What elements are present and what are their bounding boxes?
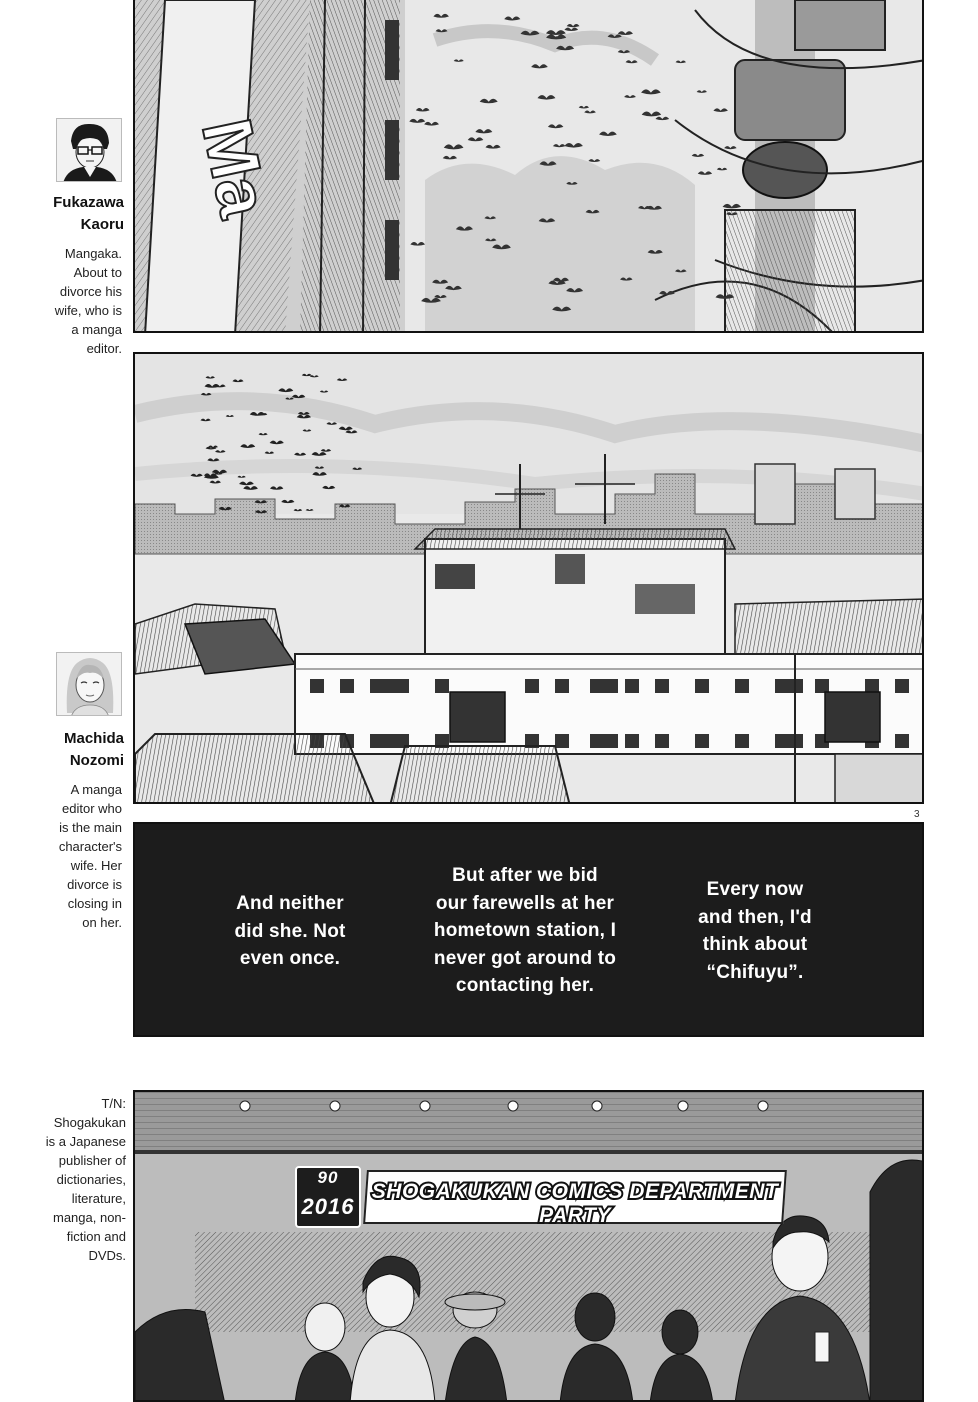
man-with-glasses-portrait-icon (57, 119, 122, 182)
window-shape (775, 679, 803, 693)
note-line: dictionaries, (56, 1172, 126, 1187)
narration-line: and then, I'd (698, 906, 812, 928)
window-shape (655, 679, 669, 693)
narration-box-left (215, 890, 365, 973)
character-name-line: Kaoru (80, 216, 124, 233)
character-name (20, 192, 124, 236)
narration-line: Every now (706, 879, 804, 900)
narration-line: But after we bid (452, 865, 598, 886)
window-shape (555, 679, 569, 693)
character-name (20, 728, 124, 772)
fukazawa-portrait (56, 118, 122, 182)
character-description (18, 780, 122, 932)
description-line: on her. (82, 915, 122, 930)
note-line: DVDs. (88, 1248, 126, 1263)
narration-line: did she. Not (234, 920, 346, 942)
window-shape (815, 679, 829, 693)
description-line: About to (73, 265, 122, 280)
note-line: T/N: (101, 1096, 126, 1111)
narration-line: contacting her. (455, 975, 595, 996)
panel-narration (133, 822, 924, 1037)
window-shape (590, 734, 618, 748)
banner-year: 2016 (301, 1194, 355, 1219)
description-line: divorce is (67, 877, 122, 892)
window-shape (340, 679, 354, 693)
note-line: publisher of (58, 1153, 126, 1168)
narration-line: never got around to (433, 947, 617, 969)
narration-box-center (415, 862, 635, 1000)
window-shape (395, 679, 409, 693)
window-shape (555, 734, 569, 748)
note-line: literature, (71, 1191, 126, 1206)
window-shape (695, 734, 709, 748)
window-shape (370, 679, 398, 693)
window-shape (735, 679, 749, 693)
panel-cityscape-art (135, 354, 924, 804)
woman-portrait-icon (57, 653, 122, 716)
window-shape (370, 734, 398, 748)
narration-line: our farewells at her (435, 892, 615, 914)
description-line: divorce his (59, 284, 122, 299)
narration-line: And neither (236, 893, 344, 914)
description-line: wife. Her (70, 858, 122, 873)
panel-sky-birds (133, 0, 924, 333)
window-shape (775, 734, 803, 748)
window-shape (895, 734, 909, 748)
description-line: character's (58, 839, 122, 854)
note-line: Shogakukan (53, 1115, 126, 1130)
svg-text:Ma: Ma (187, 112, 284, 224)
window-shape (310, 679, 324, 693)
banner-badge-number: 90 (317, 1168, 339, 1187)
panel-sky-birds-art (135, 0, 924, 333)
note-line: is a Japanese (45, 1134, 126, 1149)
description-line: Mangaka. (64, 246, 122, 261)
narration-line: “Chifuyu”. (706, 961, 804, 983)
window-shape (435, 679, 449, 693)
description-line: is the main (59, 820, 122, 835)
window-shape (865, 679, 879, 693)
window-shape (735, 734, 749, 748)
page-number: 3 (914, 809, 920, 820)
character-name-line: Machida (63, 730, 124, 747)
narration-line: hometown station, I (433, 920, 617, 941)
character-name-line: Nozomi (69, 752, 124, 769)
narration-line: even once. (239, 948, 341, 969)
window-shape (695, 679, 709, 693)
panel-party (133, 1090, 924, 1402)
character-name-line: Fukazawa (53, 194, 124, 211)
description-line: closing in (67, 896, 122, 911)
panel-party-art (135, 1092, 924, 1402)
description-line: editor. (86, 341, 122, 356)
window-shape (895, 679, 909, 693)
window-shape (590, 679, 618, 693)
narration-box-right (680, 876, 830, 986)
note-line: manga, non- (53, 1210, 126, 1225)
description-line: wife, who is (54, 303, 122, 318)
party-banner (293, 1166, 783, 1236)
window-shape (655, 734, 669, 748)
window-shape (625, 679, 639, 693)
window-shape (525, 679, 539, 693)
description-line: a manga (71, 322, 122, 337)
machida-portrait (56, 652, 122, 716)
panel-cityscape (133, 352, 924, 804)
description-line: A manga (70, 782, 122, 797)
note-line: fiction and (66, 1229, 126, 1244)
narration-line: think about (702, 934, 808, 955)
character-description (18, 244, 122, 358)
window-shape (625, 734, 639, 748)
translator-note (22, 1094, 126, 1265)
banner-title: SHOGAKUKAN COMICS DEPARTMENT PARTY (371, 1180, 779, 1227)
description-line: editor who (62, 801, 122, 816)
